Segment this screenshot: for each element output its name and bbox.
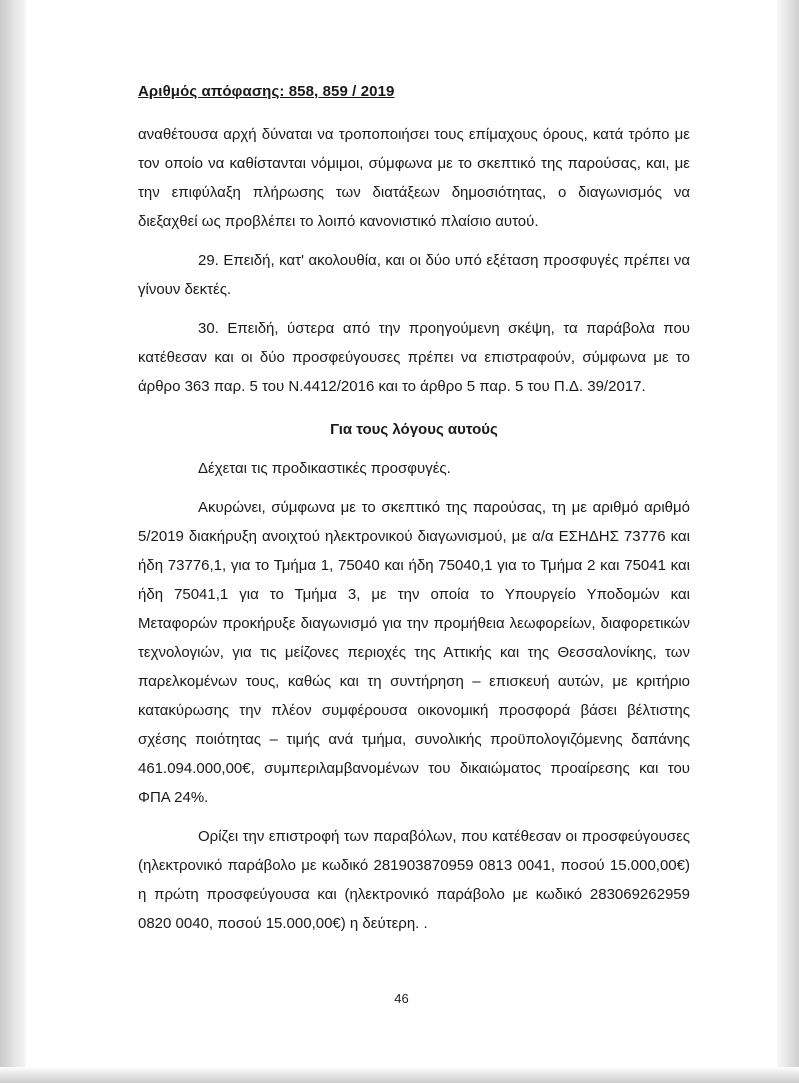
page-shadow-right [777, 0, 799, 1083]
paragraph-29: 29. Επειδή, κατ' ακολουθία, και οι δύο υπό εξέταση προσφυγές πρέπει να γίνουν δεκτές. [138, 252, 690, 298]
document-page [26, 0, 777, 1067]
paragraph-accept: Δέχεται τις προδικαστικές προσφυγές. [198, 460, 451, 477]
page-number: 46 [394, 991, 409, 1006]
paragraph-intro: αναθέτουσα αρχή δύναται να τροποποιήσει τους επίμαχους όρους, κατά τρόπο με τον οποίο να καθίστανται νόμιμοι, σύμφωνα με το σκεπτικό της παρούσας, και, με την επιφύλαξη πλήρωσης των διατάξεων δημοσιότητας, ο διαγωνισμός να διεξαχθεί ως προβλέπει το λοιπό κανονιστικό πλαίσιο αυτού. [138, 126, 690, 230]
paragraph-annul: Ακυρώνει, σύμφωνα με το σκεπτικό της παρούσας, τη με αριθμό αριθμό 5/2019 διακήρυξη ανοιχτού ηλεκτρονικού διαγωνισμού, με α/α ΕΣΗΔΗΣ 73776 και ήδη 73776,1, για το Τμήμα 1, 75040 και ήδη 75040,1 για το Τμήμα 2 και 75041 και ήδη 75041,1 για το Τμήμα 3, με την οποία το Υπουργείο Υποδομών και Μεταφορών προκήρυξε διαγωνισμό για την προμήθεια λεωφορείων, διαφορετικών τεχνολογιών, για τις μείζονες περιοχές της Αττικής και της Θεσσαλονίκης, των παρελκομένων τους, καθώς και τη συντήρηση – επισκευή αυτών, με κριτήριο κατακύρωσης την πλέον συμφέρουσα οικονομική προσφορά βάσει βέλτιστης σχέσης ποιότητας – τιμής ανά τμήμα, συνολικής προϋπολογιζόμενης δαπάνης 461.094.000,00€, συμπεριλαμβανομένων του δικαιώματος προαίρεσης και του ΦΠΑ 24%. [138, 499, 690, 806]
document-body [138, 83, 690, 938]
section-title: Για τους λόγους αυτούς [330, 421, 498, 438]
paragraph-refund: Ορίζει την επιστροφή των παραβόλων, που κατέθεσαν οι προσφεύγουσες (ηλεκτρονικό παράβολο με κωδικό 281903870959 0813 0041, ποσού 15.000,00€) η πρώτη προσφεύγουσα και (ηλεκτρονικό παράβολο με κωδικό 283069262959 0820 0040, ποσού 15.000,00€) η δεύτερη. . [138, 828, 690, 932]
paragraph-30: 30. Επειδή, ύστερα από την προηγούμενη σκέψη, τα παράβολα που κατέθεσαν και οι δύο προσφεύγουσες πρέπει να επιστραφούν, σύμφωνα με το άρθρο 363 παρ. 5 του Ν.4412/2016 και το άρθρο 5 παρ. 5 του Π.Δ. 39/2017. [138, 320, 690, 395]
decision-number-heading: Αριθμός απόφασης: 858, 859 / 2019 [138, 83, 395, 100]
page-shadow-bottom [0, 1067, 799, 1083]
page-shadow-left [0, 0, 26, 1083]
